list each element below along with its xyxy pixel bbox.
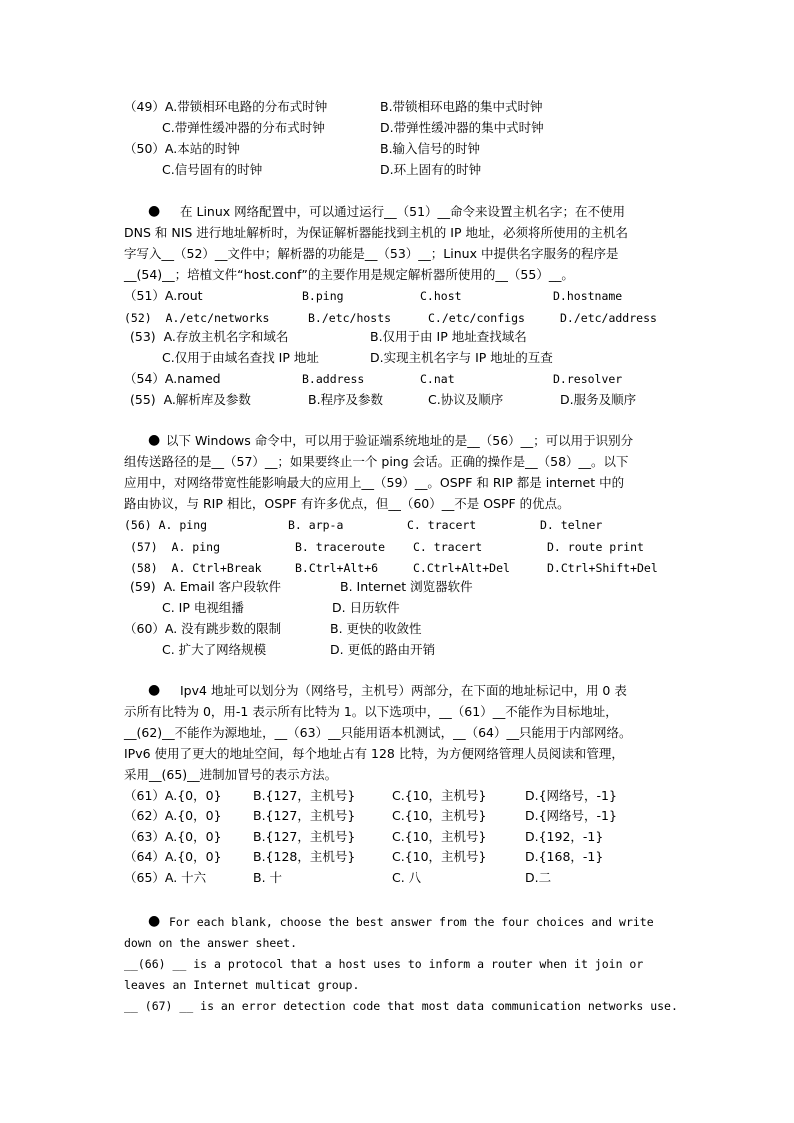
paragraph-text: 示所有比特为 0，用-1 表示所有比特为 1。以下选项中，__（61）__不能作为目标地址，	[124, 704, 618, 719]
q53-option-a: (53) A.存放主机名字和域名	[130, 329, 289, 344]
q61-option-a: （61）A.{0，0}	[124, 788, 222, 803]
q55-option-b: B.程序及参数	[308, 392, 384, 407]
q57-option-d: D. route print	[547, 540, 644, 554]
q55-option-d: D.服务及顺序	[560, 392, 637, 407]
paragraph-text: 采用__(65)__进制加冒号的表示方法。	[124, 767, 338, 782]
q50-option-c: C.信号固有的时钟	[162, 162, 263, 177]
q49-option-b: B.带锁相环电路的集中式时钟	[380, 99, 543, 114]
q59-option-a: (59) A. Email 客户段软件	[130, 579, 282, 594]
q64-option-a: （64）A.{0，0}	[124, 849, 222, 864]
q63-option-b: B.{127，主机号}	[253, 829, 356, 844]
bullet-icon: ●	[148, 682, 161, 698]
paragraph-text: 应用中，对网络带宽性能影响最大的应用上__（59）__。OSPF 和 RIP 都是 internet 中的	[124, 475, 625, 490]
paragraph-text: down on the answer sheet.	[124, 936, 298, 950]
q49-option-d: D.带弹性缓冲器的集中式时钟	[380, 120, 544, 135]
q49-option-a: （49）A.带锁相环电路的分布式时钟	[124, 99, 328, 114]
q56-option-d: D. telner	[540, 518, 603, 532]
q57-option-b: B. traceroute	[295, 540, 386, 554]
q51-option-c: C.host	[420, 289, 462, 303]
q62-option-a: （62）A.{0，0}	[124, 808, 222, 823]
q58-option-d: D.Ctrl+Shift+Del	[547, 561, 658, 575]
q54-option-a: （54）A.named	[124, 371, 221, 386]
q51-option-d: D.hostname	[553, 289, 623, 303]
q50-option-b: B.输入信号的时钟	[380, 141, 481, 156]
q60-option-c: C. 扩大了网络规模	[162, 642, 267, 657]
q56-option-b: B. arp-a	[288, 518, 344, 532]
q53-option-d: D.实现主机名字与 IP 地址的互查	[370, 350, 553, 365]
q53-option-b: B.仅用于由 IP 地址查找域名	[370, 329, 527, 344]
q62-option-d: D.{网络号，-1}	[525, 808, 617, 823]
q60-option-d: D. 更低的路由开销	[330, 642, 436, 657]
paragraph-text: leaves an Internet multicat group.	[124, 978, 360, 992]
q61-option-d: D.{网络号，-1}	[525, 788, 617, 803]
q52-option-d: D./etc/address	[560, 311, 657, 325]
q54-option-b: B.address	[302, 372, 365, 386]
q58-option-a: (58) A. Ctrl+Break	[130, 561, 262, 575]
bullet-icon: ●	[148, 913, 161, 929]
q61-option-c: C.{10，主机号}	[392, 788, 487, 803]
paragraph-text: __(54)__；培植文件“host.conf”的主要作用是规定解析器所使用的__（55）__。	[124, 267, 574, 282]
paragraph-text: IPv6 使用了更大的地址空间，每个地址占有 128 比特，为方便网络管理人员阅读和管理，	[124, 746, 624, 761]
q56-option-c: C. tracert	[407, 518, 477, 532]
q49-option-c: C.带弹性缓冲器的分布式时钟	[162, 120, 325, 135]
q55-option-a: (55) A.解析库及参数	[130, 392, 251, 407]
q60-option-b: B. 更快的收敛性	[330, 621, 422, 636]
q51-option-b: B.ping	[302, 289, 344, 303]
q57-option-c: C. tracert	[413, 540, 483, 554]
paragraph-text: 路由协议，与 RIP 相比，OSPF 有许多优点，但__（60）__不是 OSPF 的优点。	[124, 496, 570, 511]
paragraph-text: 在 Linux 网络配置中，可以通过运行__（51）__命令来设置主机名字；在不使用	[180, 204, 626, 219]
q65-option-d: D.二	[525, 870, 552, 885]
q52-option-b: B./etc/hosts	[308, 311, 392, 325]
q63-option-c: C.{10，主机号}	[392, 829, 487, 844]
paragraph-text: DNS 和 NIS 进行地址解析时，为保证解析器能找到主机的 IP 地址，必须将所使用的主机名	[124, 225, 628, 240]
q64-option-c: C.{10，主机号}	[392, 849, 487, 864]
q61-option-b: B.{127，主机号}	[253, 788, 356, 803]
q65-option-c: C. 八	[392, 870, 422, 885]
paragraph-text: 组传送路径的是__（57）__；如果要终止一个 ping 会话。正确的操作是__（58）__。以下	[124, 454, 629, 469]
paragraph-text: __ (67) __ is an error detection code that most data communication networks use.	[124, 999, 678, 1013]
bullet-icon: ●	[148, 203, 161, 219]
q60-option-a: （60）A. 没有跳步数的限制	[124, 621, 282, 636]
q56-option-a: (56) A. ping	[124, 518, 208, 532]
q63-option-d: D.{192，-1}	[525, 829, 604, 844]
q57-option-a: (57) A. ping	[130, 540, 221, 554]
paragraph-text: Ipv4 地址可以划分为（网络号，主机号）两部分，在下面的地址标记中，用 0 表	[180, 683, 627, 698]
q62-option-b: B.{127，主机号}	[253, 808, 356, 823]
paragraph-text: __(66) __ is a protocol that a host uses to inform a router when it join or	[124, 957, 644, 971]
q55-option-c: C.协议及顺序	[428, 392, 504, 407]
q59-option-d: D. 日历软件	[332, 600, 400, 615]
q64-option-b: B.{128，主机号}	[253, 849, 356, 864]
q62-option-c: C.{10，主机号}	[392, 808, 487, 823]
bullet-icon: ●	[148, 432, 161, 448]
q53-option-c: C.仅用于由域名查找 IP 地址	[162, 350, 319, 365]
paragraph-text: 以下 Windows 命令中，可以用于验证端系统地址的是__（56）__；可以用于识别分	[166, 433, 634, 448]
q50-option-a: （50）A.本站的时钟	[124, 141, 240, 156]
q51-option-a: （51）A.rout	[124, 288, 203, 303]
q65-option-b: B. 十	[253, 870, 283, 885]
q59-option-b: B. Internet 浏览器软件	[340, 579, 473, 594]
paragraph-text: 字写入__（52）__文件中；解析器的功能是__（53）__；Linux 中提供名字服务的程序是	[124, 246, 619, 261]
q54-option-d: D.resolver	[553, 372, 623, 386]
paragraph-text: For each blank, choose the best answer from the four choices and write	[169, 915, 654, 929]
q59-option-c: C. IP 电视组播	[162, 600, 244, 615]
q50-option-d: D.环上固有的时钟	[380, 162, 482, 177]
q52-option-a: (52) A./etc/networks	[124, 311, 270, 325]
q52-option-c: C./etc/configs	[428, 311, 525, 325]
q64-option-d: D.{168，-1}	[525, 849, 604, 864]
q58-option-c: C.Ctrl+Alt+Del	[413, 561, 510, 575]
q63-option-a: （63）A.{0，0}	[124, 829, 222, 844]
paragraph-text: __(62)__不能作为源地址，__（63）__只能用语本机测试，__（64）__只能用于内部网络。	[124, 725, 632, 740]
q54-option-c: C.nat	[420, 372, 455, 386]
q58-option-b: B.Ctrl+Alt+6	[295, 561, 379, 575]
q65-option-a: （65）A. 十六	[124, 870, 207, 885]
